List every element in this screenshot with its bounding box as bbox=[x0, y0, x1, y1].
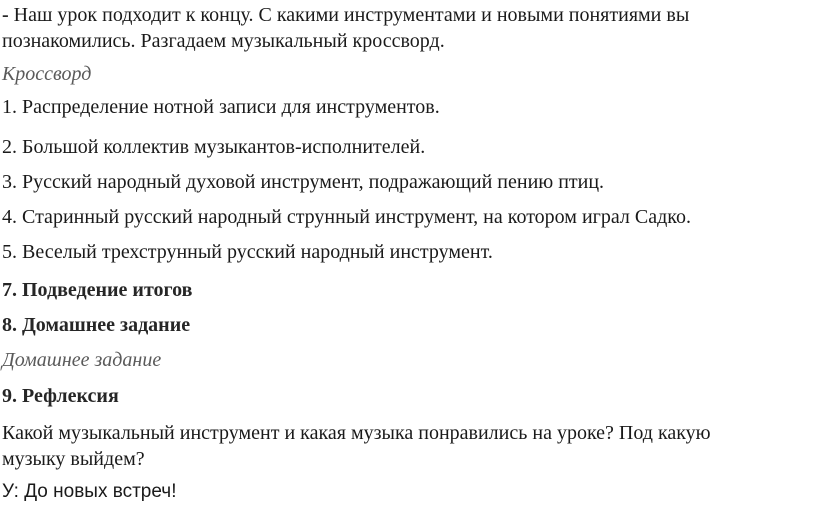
intro-dash: - bbox=[2, 4, 9, 26]
crossword-item-2: 2. Большой коллектив музыкантов-исполнителей. bbox=[2, 136, 426, 158]
crossword-heading: Кроссворд bbox=[2, 63, 92, 85]
section-9-heading: 9. Рефлексия bbox=[2, 385, 119, 407]
crossword-item-5: 5. Веселый трехструнный русский народный инструмент. bbox=[2, 241, 493, 263]
intro-text: Наш урок подходит к концу. С какими инструментами и новыми понятиями вы познакомились. Разгадаем музыкальный кроссворд. bbox=[2, 4, 690, 52]
homework-heading: Домашнее задание bbox=[2, 349, 162, 371]
section-7-heading: 7. Подведение итогов bbox=[2, 279, 193, 301]
reflection-question: Какой музыкальный инструмент и какая музыка понравились на уроке? Под какую музыку выйдем? bbox=[2, 422, 711, 470]
crossword-item-1: 1. Распределение нотной записи для инструментов. bbox=[2, 96, 440, 118]
section-8-heading: 8. Домашнее задание bbox=[2, 314, 191, 336]
intro-paragraph bbox=[2, 2, 772, 54]
crossword-item-3: 3. Русский народный духовой инструмент, подражающий пению птиц. bbox=[2, 171, 605, 193]
crossword-item-4: 4. Старинный русский народный струнный инструмент, на котором играл Садко. bbox=[2, 206, 691, 228]
farewell-line: У: До новых встреч! bbox=[2, 481, 177, 502]
